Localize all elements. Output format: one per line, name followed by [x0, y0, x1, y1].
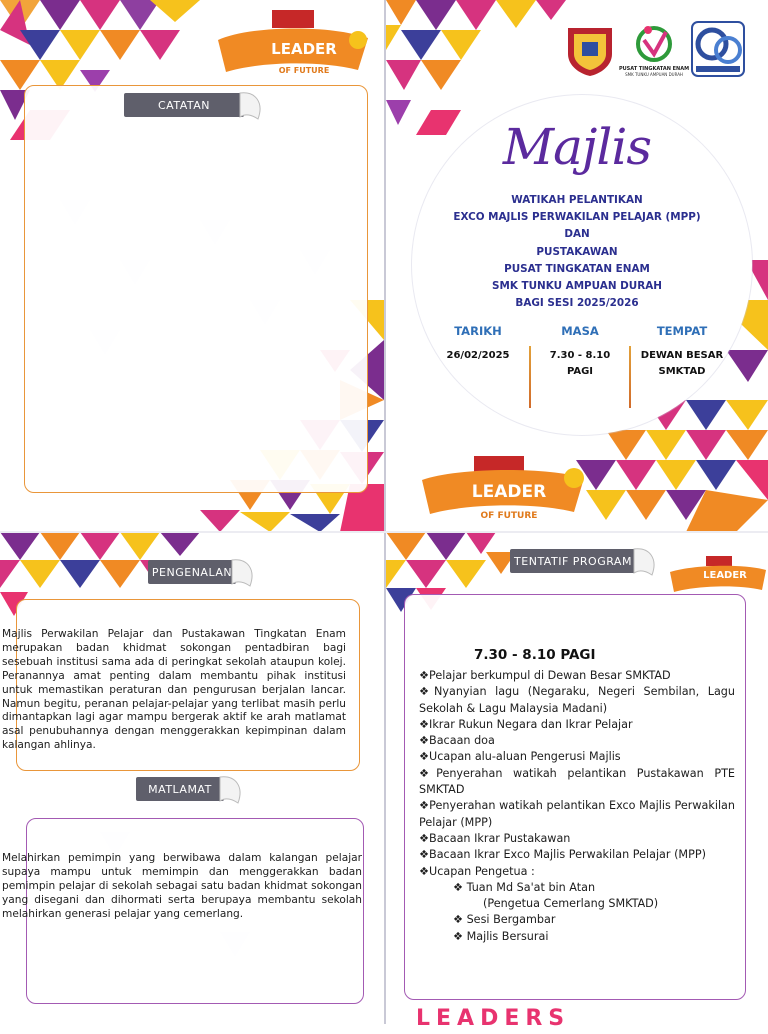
info-tarikh — [430, 324, 526, 380]
cover-line: EXCO MAJLIS PERWAKILAN PELAJAR (MPP) — [453, 211, 701, 224]
info-head: TEMPAT — [656, 324, 708, 338]
info-value2: PAGI — [566, 366, 594, 377]
leader-word: LEADER — [271, 40, 337, 58]
matlamat-tag-label: MATLAMAT — [148, 782, 212, 796]
page-curl-icon — [218, 773, 244, 807]
list-item: ❖Ikrar Rukun Negara dan Ikrar Pelajar — [419, 717, 633, 731]
catatan-panel — [0, 0, 384, 532]
sub-item: (Pengetua Cemerlang SMKTAD) — [483, 897, 659, 911]
divider-line — [529, 346, 531, 408]
footer-leaders-word: LEADERS — [416, 1006, 571, 1031]
list-item: ❖Nyanyian lagu (Negaraku, Negeri Sembilan, Lagu Sekolah & Lagu Malaysia Madani) — [419, 685, 735, 715]
page-divider-horizontal — [0, 531, 768, 533]
cover-line: SMK TUNKU AMPUAN DURAH — [492, 280, 662, 293]
catatan-tag-label: CATATAN — [157, 98, 210, 112]
school-crest-icon — [562, 20, 618, 78]
pengenalan-tag — [148, 560, 236, 584]
pengenalan-tag-label: PENGENALAN — [151, 565, 233, 579]
cover-title-lines — [386, 192, 768, 312]
leader-word: LEADER — [471, 482, 547, 502]
page-curl-icon — [230, 556, 256, 590]
list-item: ❖Bacaan doa — [419, 734, 495, 748]
info-value2: SMKTAD — [658, 366, 706, 377]
list-item: ❖Penyerahan watikah pelantikan Exco Majlis Perwakilan Pelajar (MPP) — [419, 799, 735, 829]
list-item: ❖Bacaan Ikrar Pustakawan — [419, 831, 571, 845]
page-curl-icon — [632, 545, 658, 579]
tentatif-list — [419, 668, 735, 945]
info-masa — [532, 324, 628, 380]
cover-line: DAN — [564, 228, 590, 241]
catatan-frame — [24, 85, 368, 493]
catatan-tag — [124, 93, 244, 117]
list-item: ❖Bacaan Ikrar Exco Majlis Perwakilan Pelajar (MPP) — [419, 848, 706, 862]
time-heading: 7.30 - 8.10 PAGI — [474, 647, 596, 663]
info-value: 7.30 - 8.10 — [549, 350, 611, 361]
info-head: TARIKH — [454, 324, 502, 338]
pengenalan-matlamat-panel — [0, 532, 384, 1024]
pte-logo-icon — [618, 20, 690, 78]
pte-logo-caption2: SMK TUNKU AMPUAN DURAH — [625, 72, 683, 77]
info-value: DEWAN BESAR — [640, 350, 724, 361]
tentatif-panel — [386, 532, 768, 1031]
divider-line — [629, 346, 631, 408]
sub-item: ❖ Majlis Bersurai — [453, 929, 549, 943]
majlis-title: Majlis — [502, 118, 652, 176]
logo-row — [562, 20, 746, 78]
page-divider-vertical — [384, 0, 386, 1024]
info-head: MASA — [561, 324, 599, 338]
matlamat-text: Melahirkan pemimpin yang berwibawa dalam kalangan pelajar supaya mampu untuk memimpin dan menggerakkan badan pemimpin pelajar di sekolah sebagai satu badan khidmat sokongan yang disegani dan dihormati serta berupaya membantu sekolah melahirkan generasi pelajar yang cemerlang. — [2, 852, 362, 920]
leader-sub: OF FUTURE — [278, 66, 330, 75]
page-curl-icon — [238, 89, 264, 123]
pte-logo-caption: PUSAT TINGKATAN ENAM — [618, 66, 690, 72]
pengenalan-text: Majlis Perwakilan Pelajar dan Pustakawan Tingkatan Enam merupakan badan khidmat sokongan pentadbiran bagi sesebuah institusi sama ada di peringkat sekolah ataupun kolej. Peranannya amat penting dalam membantu pihak institusi untuk memastikan peraturan dan pengurusan berjalan lancar. Namun begitu, peranan pelajar-pelajar yang terlibat masih perlu dimantapkan lagi agar mampu bergerak aktif ke arah matlamat asal penubuhannya dengan menggerakkan kepimpinan dalam kalangan ahlinya. — [2, 628, 346, 752]
tentatif-tag — [510, 549, 636, 573]
info-value: 26/02/2025 — [446, 350, 510, 361]
sub-item: ❖ Sesi Bergambar — [453, 913, 556, 927]
cover-panel — [386, 0, 768, 532]
tentatif-tag-label: TENTATIF PROGRAM — [514, 554, 632, 568]
matlamat-tag — [136, 777, 224, 801]
list-item: ❖Ucapan alu-aluan Pengerusi Majlis — [419, 750, 621, 764]
leader-word: LEADER — [703, 570, 747, 581]
list-item: ❖Pelajar berkumpul di Dewan Besar SMKTAD — [419, 669, 671, 682]
list-item: ❖Ucapan Pengetua : — [419, 864, 535, 878]
cover-line: PUSAT TINGKATAN ENAM — [504, 262, 650, 275]
event-info — [430, 324, 730, 380]
cover-line: PUSTAKAWAN — [536, 245, 618, 258]
leader-sub: OF FUTURE — [480, 511, 538, 521]
info-tempat — [634, 324, 730, 380]
cover-line: BAGI SESI 2025/2026 — [515, 297, 639, 310]
sub-item: ❖ Tuan Md Sa'at bin Atan — [453, 880, 596, 894]
anniversary-25-logo-icon — [690, 20, 746, 78]
cover-line: WATIKAH PELANTIKAN — [511, 194, 643, 206]
list-item: ❖Penyerahan watikah pelantikan Pustakawan PTE SMKTAD — [419, 766, 735, 797]
